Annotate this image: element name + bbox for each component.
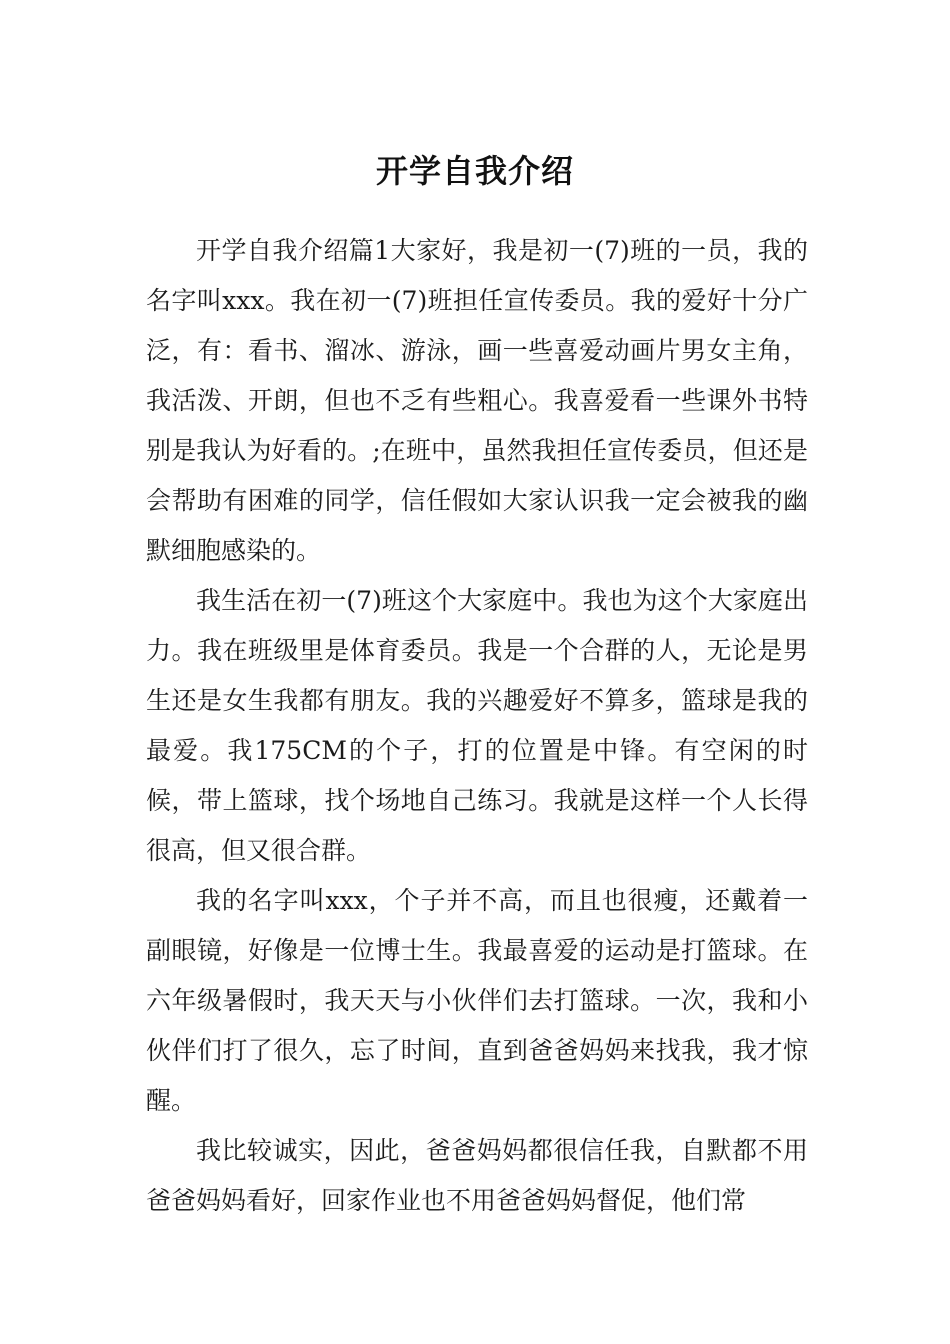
- paragraph-3: 我的名字叫xxx，个子并不高，而且也很瘦，还戴着一副眼镜，好像是一位博士生。我最喜爱的运动是打篮球。在六年级暑假时，我天天与小伙伴们去打篮球。一次，我和小伙伴们打了很久，忘了时间，直到爸爸妈妈来找我，我才惊醒。: [146, 886, 808, 1115]
- paragraph-2: 我生活在初一(7)班这个大家庭中。我也为这个大家庭出力。我在班级里是体育委员。我是一个合群的人，无论是男生还是女生我都有朋友。我的兴趣爱好不算多，篮球是我的最爱。我175CM的个子，打的位置是中锋。有空闲的时候，带上篮球，找个场地自己练习。我就是这样一个人长得很高，但又很合群。: [146, 586, 808, 865]
- paragraph-4: 我比较诚实，因此，爸爸妈妈都很信任我，自默都不用爸爸妈妈看好，回家作业也不用爸爸妈妈督促，他们常: [146, 1136, 808, 1215]
- document-body: [146, 226, 808, 1226]
- document-title: 开学自我介绍: [375, 152, 574, 191]
- paragraph-1: 开学自我介绍篇1大家好，我是初一(7)班的一员，我的名字叫xxx。我在初一(7)班担任宣传委员。我的爱好十分广泛，有：看书、溜冰、游泳，画一些喜爱动画片男女主角，我活泼、开朗，但也不乏有些粗心。我喜爱看一些课外书特别是我认为好看的。;在班中，虽然我担任宣传委员，但还是会帮助有困难的同学，信任假如大家认识我一定会被我的幽默细胞感染的。: [146, 236, 808, 565]
